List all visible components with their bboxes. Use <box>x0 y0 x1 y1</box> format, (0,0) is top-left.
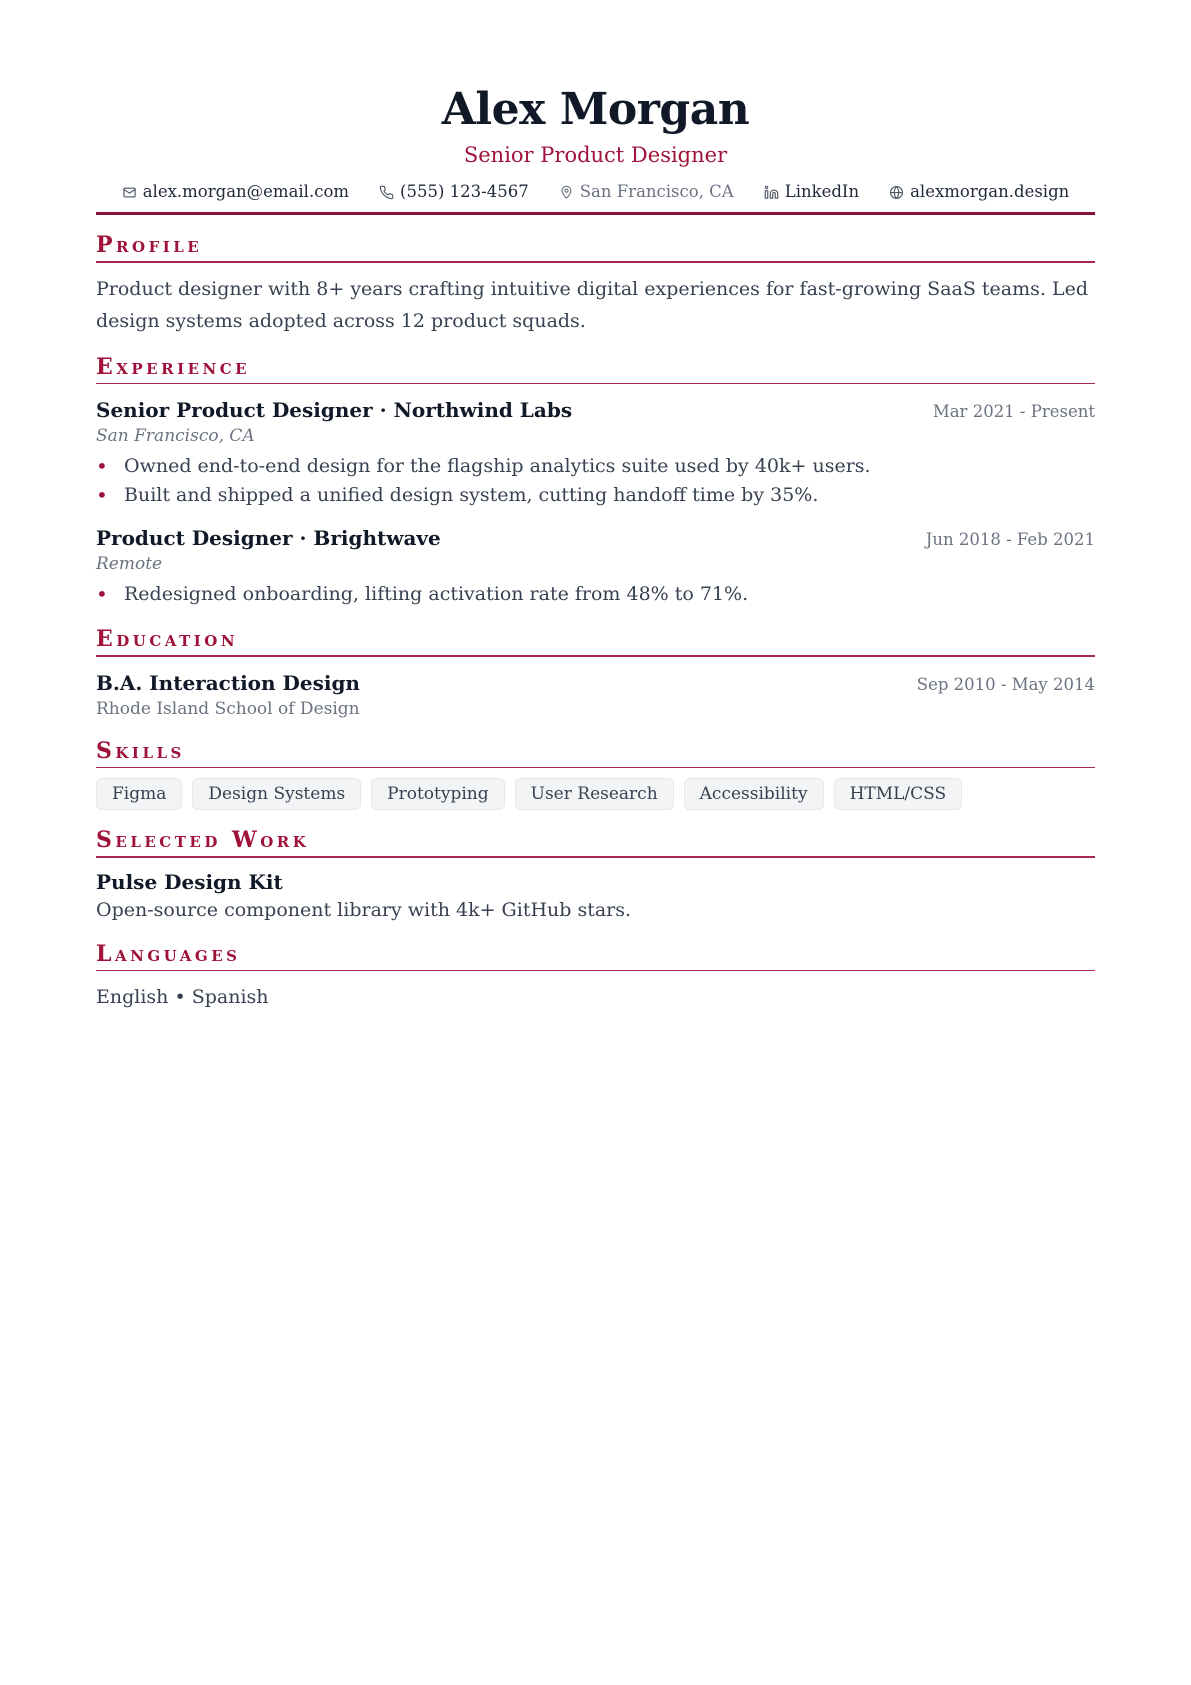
section-divider <box>96 767 1095 769</box>
project-description: Open-source component library with 4k+ GitHub stars. <box>96 898 632 921</box>
globe-icon <box>889 185 904 200</box>
section-title-profile: Profile <box>96 232 203 258</box>
section-title-education: Education <box>96 626 239 652</box>
selected-work-section <box>96 826 1095 924</box>
job-bullet: • Redesigned onboarding, lifting activation rate from 48% to 71%. <box>96 580 1095 609</box>
section-title-selected-work: Selected Work <box>96 827 310 853</box>
skill-chip: Figma <box>96 778 182 810</box>
contact-phone-text: (555) 123-4567 <box>400 182 529 201</box>
section-divider <box>96 970 1095 972</box>
map-pin-icon <box>559 185 574 200</box>
school-name: Rhode Island School of Design <box>96 698 360 719</box>
candidate-title: Senior Product Designer <box>463 143 728 167</box>
resume-header <box>96 82 1095 215</box>
skills-section <box>96 737 1095 811</box>
phone-icon <box>379 185 394 200</box>
skill-chip: User Research <box>515 778 674 810</box>
header-divider <box>96 212 1095 215</box>
section-divider <box>96 261 1095 263</box>
skill-chip: Prototyping <box>371 778 504 810</box>
job-bullets <box>96 580 1095 609</box>
job-dates: Jun 2018 - Feb 2021 <box>925 530 1095 549</box>
contact-phone[interactable] <box>379 180 529 204</box>
contact-location-text: San Francisco, CA <box>579 182 734 201</box>
skills-list <box>96 778 1095 810</box>
linkedin-icon <box>764 185 779 200</box>
job-title: Senior Product Designer · Northwind Labs <box>96 398 573 422</box>
degree-title: B.A. Interaction Design <box>96 670 360 695</box>
job-bullets <box>96 452 1095 510</box>
profile-section <box>96 231 1095 337</box>
mail-icon <box>122 185 137 200</box>
experience-section <box>96 353 1095 610</box>
job-bullet: • Built and shipped a unified design system, cutting handoff time by 35%. <box>96 481 1095 510</box>
languages-list: English • Spanish <box>96 986 269 1008</box>
education-section <box>96 625 1095 721</box>
education-entry <box>96 669 1095 721</box>
contact-website-text: alexmorgan.design <box>910 182 1070 201</box>
education-dates: Sep 2010 - May 2014 <box>916 674 1095 694</box>
contact-location <box>559 180 734 204</box>
job-location: Remote <box>96 554 163 574</box>
skill-chip: Accessibility <box>684 778 824 810</box>
contact-linkedin[interactable] <box>764 180 859 204</box>
job-bullet: • Owned end-to-end design for the flagship analytics suite used by 40k+ users. <box>96 452 1095 481</box>
contact-email[interactable] <box>122 180 349 204</box>
experience-entry <box>96 524 1095 609</box>
job-location: San Francisco, CA <box>96 426 255 446</box>
section-divider <box>96 383 1095 385</box>
candidate-name: Alex Morgan <box>441 84 750 135</box>
section-divider <box>96 655 1095 657</box>
skill-chip: HTML/CSS <box>834 778 963 810</box>
project-title: Pulse Design Kit <box>96 869 283 894</box>
experience-entry <box>96 396 1095 510</box>
job-dates: Mar 2021 - Present <box>932 402 1095 421</box>
contact-email-text: alex.morgan@email.com <box>142 182 350 201</box>
section-title-languages: Languages <box>96 940 241 967</box>
section-title-experience: Experience <box>96 353 251 380</box>
skill-chip: Design Systems <box>192 778 361 810</box>
section-title-skills: Skills <box>96 737 185 764</box>
job-title: Product Designer · Brightwave <box>96 526 441 550</box>
languages-section <box>96 940 1095 1012</box>
section-divider <box>96 856 1095 858</box>
contact-website[interactable] <box>889 180 1069 204</box>
profile-summary: Product designer with 8+ years crafting intuitive digital experiences for fast-growing SaaS teams. Led design systems adopted across 12 product squads. <box>96 277 1088 332</box>
contact-linkedin-text: LinkedIn <box>784 182 860 201</box>
contact-bar <box>96 180 1095 204</box>
